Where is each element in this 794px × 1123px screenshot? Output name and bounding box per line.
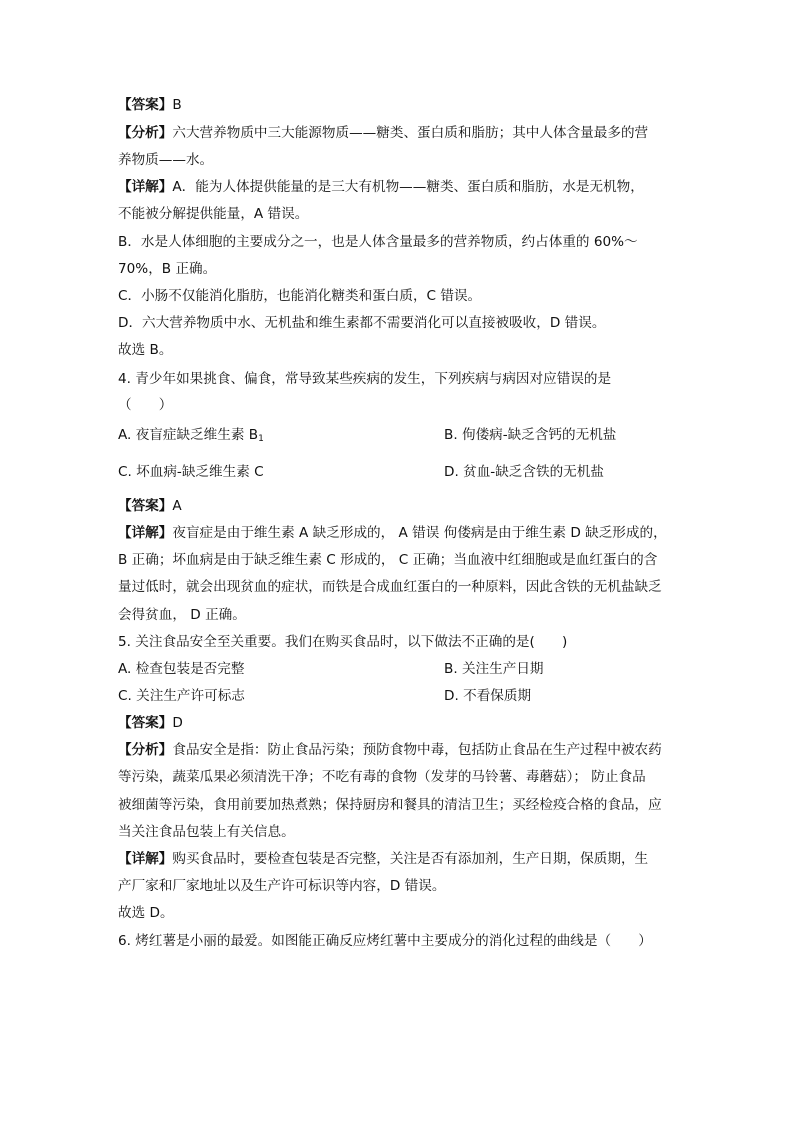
analysis-text: 食品安全是指：防止食品污染；预防食物中毒，包括防止食品在生产过程中被农药 <box>172 742 662 758</box>
answer-tag: 【答案】 <box>118 715 173 731</box>
conclusion-line: 故选 D。 <box>118 905 174 921</box>
option-4a: A. 夜盲症缺乏维生素 $B_1$ <box>118 427 264 444</box>
answer-value: A <box>172 498 182 514</box>
answer-value: B <box>172 97 182 113</box>
detail-line-1 <box>118 524 678 542</box>
answer-line <box>118 96 678 114</box>
detail-text: A．能为人体提供能量的是三大有机物——糖类、蛋白质和脂肪，水是无机物， <box>172 179 644 195</box>
option-5d: D. 不看保质期 <box>444 688 532 704</box>
detail-line-4: 会得贫血， D 正确。 <box>118 607 246 623</box>
answer-line <box>118 497 678 515</box>
option-4d: D. 贫血-缺乏含铁的无机盐 <box>444 464 604 480</box>
detail-line-4: 70%，B 正确。 <box>118 261 217 277</box>
detail-line-1 <box>118 178 678 196</box>
option-5c: C. 关注生产许可标志 <box>118 688 245 704</box>
answer-line <box>118 714 678 732</box>
option-5b: B. 关注生产日期 <box>444 661 544 677</box>
detail-line-2: 不能被分解提供能量，A 错误。 <box>118 206 309 222</box>
answer-tag: 【答案】 <box>118 97 173 113</box>
detail-text: 购买食品时，要检查包装是否完整，关注是否有添加剂，生产日期，保质期，生 <box>172 851 649 867</box>
analysis-text: 六大营养物质中三大能源物质——糖类、蛋白质和脂肪；其中人体含量最多的营 <box>172 125 649 141</box>
analysis-tag: 【分析】 <box>118 125 173 141</box>
detail-line-3: B．水是人体细胞的主要成分之一，也是人体含量最多的营养物质，约占体重的 60%～ <box>118 234 638 250</box>
detail-line-3: 量过低时，就会出现贫血的症状，而铁是合成血红蛋白的一种原料，因此含铁的无机盐缺乏 <box>118 579 662 595</box>
analysis-line-1 <box>118 124 678 142</box>
analysis-line-4: 当关注食品包装上有关信息。 <box>118 824 295 840</box>
analysis-line-1 <box>118 741 678 759</box>
question-4-blank: （ ） <box>118 397 173 413</box>
option-4c: C. 坏血病-缺乏维生素 C <box>118 464 264 480</box>
question-4-stem: 4. 青少年如果挑食、偏食，常导致某些疾病的发生，下列疾病与病因对应错误的是 <box>118 371 612 387</box>
detail-line-5: C．小肠不仅能消化脂肪，也能消化糖类和蛋白质，C 错误。 <box>118 288 482 304</box>
detail-tag: 【详解】 <box>118 525 173 541</box>
conclusion-line: 故选 B。 <box>118 342 173 358</box>
detail-text: 夜盲症是由于维生素 A 缺乏形成的， A 错误 佝偻病是由于维生素 D 缺乏形成的， <box>172 525 667 541</box>
detail-tag: 【详解】 <box>118 179 173 195</box>
analysis-tag: 【分析】 <box>118 742 173 758</box>
detail-line-2: B 正确；坏血病是由于缺乏维生素 C 形成的， C 正确；当血液中红细胞或是血红蛋白的含 <box>118 552 658 568</box>
question-5-stem: 5. 关注食品安全至关重要。我们在购买食品时，以下做法不正确的是( ) <box>118 634 568 650</box>
detail-line-6: D．六大营养物质中水、无机盐和维生素都不需要消化可以直接被吸收，D 错误。 <box>118 315 606 331</box>
detail-line-1 <box>118 850 678 868</box>
analysis-line-3: 被细菌等污染，食用前要加热煮熟；保持厨房和餐具的清洁卫生；买经检疫合格的食品，应 <box>118 797 662 813</box>
detail-line-2: 产厂家和厂家地址以及生产许可标识等内容，D 错误。 <box>118 878 446 894</box>
analysis-line-2: 等污染，蔬菜瓜果必须清洗干净；不吃有毒的食物（发芽的马铃薯、毒蘑菇）； 防止食品 <box>118 769 646 785</box>
question-6-stem: 6. 烤红薯是小丽的最爱。如图能正确反应烤红薯中主要成分的消化过程的曲线是（ ） <box>118 933 652 949</box>
answer-value: D <box>172 715 183 731</box>
option-5a: A. 检查包装是否完整 <box>118 661 245 677</box>
answer-tag: 【答案】 <box>118 498 173 514</box>
analysis-line-2: 养物质——水。 <box>118 152 214 168</box>
option-4b: B. 佝偻病-缺乏含钙的无机盐 <box>444 427 617 443</box>
detail-tag: 【详解】 <box>118 851 173 867</box>
